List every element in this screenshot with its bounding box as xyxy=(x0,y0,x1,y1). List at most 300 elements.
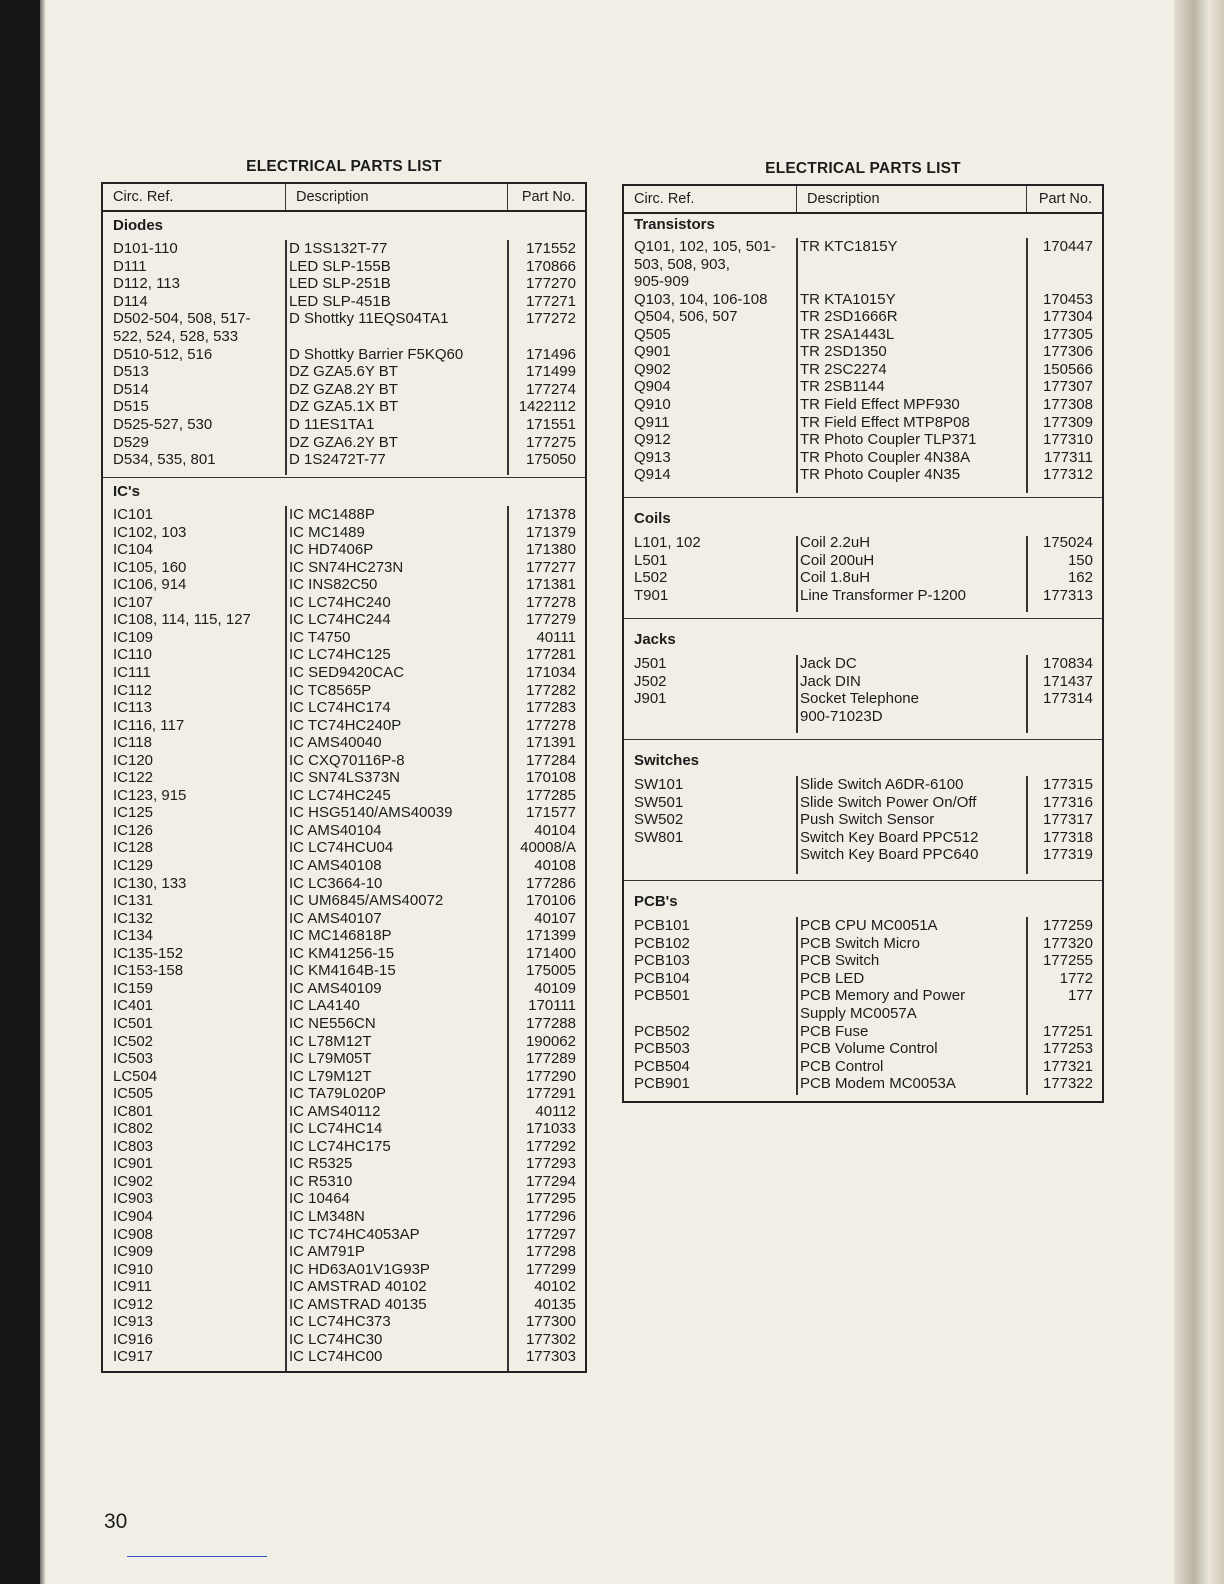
part-number-cell: 177293 xyxy=(525,1155,576,1173)
part-number-cell: 40107 xyxy=(534,909,576,927)
description-cell: DZ GZA6.2Y BT xyxy=(289,433,398,451)
circ-ref-cell: PCB104 xyxy=(634,969,690,987)
section-heading: Jacks xyxy=(634,631,676,648)
table-row xyxy=(624,690,1102,725)
description-cell: PCB Fuse xyxy=(800,1022,869,1040)
description-cell: IC HD7406P xyxy=(289,541,374,559)
circ-ref-cell: L502 xyxy=(634,569,668,587)
description-cell: Slide Switch Power On/Off xyxy=(800,793,977,811)
section-heading: Transistors xyxy=(634,216,715,233)
circ-ref-cell: IC505 xyxy=(113,1085,154,1103)
circ-ref-cell: IC916 xyxy=(113,1330,154,1348)
description-cell: Coil 2.2uH xyxy=(800,534,871,551)
description-cell: Jack DIN xyxy=(800,672,861,690)
description-cell: IC LC74HC240 xyxy=(289,593,391,611)
part-number-cell: 177305 xyxy=(1042,325,1093,343)
table-row xyxy=(624,1058,1102,1076)
part-number-cell: 177313 xyxy=(1042,586,1093,604)
part-number-cell: 177312 xyxy=(1042,466,1093,484)
table-row xyxy=(103,1296,585,1314)
part-number-cell: 177259 xyxy=(1042,917,1093,934)
part-number-cell: 40108 xyxy=(534,857,576,874)
circ-ref-cell: IC502 xyxy=(113,1032,154,1050)
description-cell: D 11ES1TA1 xyxy=(289,416,375,433)
table-row xyxy=(103,240,585,258)
circ-ref-cell: D112, 113 xyxy=(113,275,180,293)
circ-ref-cell: IC123, 915 xyxy=(113,786,187,804)
circ-ref-cell: Q103, 104, 106-108 xyxy=(634,290,768,308)
description-cell: Switch Key Board PPC640 xyxy=(800,846,979,864)
part-number-cell: 177306 xyxy=(1042,343,1093,361)
circ-ref-cell: SW101 xyxy=(634,776,684,793)
table-row xyxy=(103,293,585,311)
table-row xyxy=(103,541,585,559)
circ-ref-cell: IC803 xyxy=(113,1137,154,1155)
table-row xyxy=(103,1085,585,1103)
table-row xyxy=(103,664,585,682)
circ-ref-cell: D514 xyxy=(113,380,149,398)
description-cell: IC SN74LS373N xyxy=(289,769,400,787)
parts-section xyxy=(624,214,1102,497)
description-cell: PCB Control xyxy=(800,1057,884,1075)
circ-ref-cell: D114 xyxy=(113,292,148,310)
section-heading: IC's xyxy=(113,483,140,500)
part-number-cell: 177284 xyxy=(525,751,576,769)
description-cell: PCB Memory and Power Supply MC0057A xyxy=(800,987,966,1022)
circ-ref-cell: IC120 xyxy=(113,751,154,769)
part-number-cell: 162 xyxy=(1067,569,1093,587)
description-cell: IC MC146818P xyxy=(289,927,392,945)
table-row xyxy=(103,646,585,664)
description-cell: IC AM791P xyxy=(289,1243,365,1261)
table-row xyxy=(624,935,1102,953)
circ-ref-cell: Q902 xyxy=(634,360,671,378)
circ-ref-cell: PCB101 xyxy=(634,917,690,934)
description-cell: TR 2SD1666R xyxy=(800,308,898,326)
circ-ref-cell: Q504, 506, 507 xyxy=(634,308,738,326)
table-row xyxy=(624,552,1102,570)
parts-section xyxy=(624,618,1102,739)
section-heading: Coils xyxy=(634,510,671,527)
part-number-cell: 177286 xyxy=(525,874,576,892)
left-panel-title: ELECTRICAL PARTS LIST xyxy=(246,158,442,175)
right-panel-title: ELECTRICAL PARTS LIST xyxy=(765,160,961,177)
circ-ref-cell: J502 xyxy=(634,672,667,690)
description-cell: IC MC1488P xyxy=(289,506,375,523)
part-number-cell: 177271 xyxy=(525,292,576,310)
circ-ref-cell: PCB103 xyxy=(634,952,690,970)
part-number-cell: 177307 xyxy=(1042,378,1093,396)
table-row xyxy=(103,381,585,399)
part-number-cell: 177291 xyxy=(525,1085,576,1103)
description-cell: IC AMS40108 xyxy=(289,857,382,874)
description-cell: IC LC74HC14 xyxy=(289,1120,383,1138)
part-number-cell: 40102 xyxy=(534,1278,576,1296)
table-row xyxy=(103,962,585,980)
circ-ref-cell: IC913 xyxy=(113,1313,154,1331)
table-row xyxy=(624,829,1102,847)
table-row xyxy=(624,308,1102,326)
part-number-cell: 171378 xyxy=(525,506,576,523)
circ-ref-cell: IC110 xyxy=(113,646,152,664)
part-number-cell: 177304 xyxy=(1042,308,1093,326)
part-number-cell: 177300 xyxy=(525,1313,576,1331)
circ-ref-cell: D534, 535, 801 xyxy=(113,451,216,469)
part-number-cell: 177281 xyxy=(525,646,576,664)
circ-ref-cell: IC159 xyxy=(113,979,154,997)
parts-section xyxy=(103,212,585,477)
circ-ref-cell: IC112 xyxy=(113,681,152,699)
circ-ref-cell: J501 xyxy=(634,655,667,672)
table-row xyxy=(103,434,585,452)
description-cell: D Shottky Barrier F5KQ60 xyxy=(289,345,464,363)
table-row xyxy=(624,917,1102,935)
table-row xyxy=(103,945,585,963)
page-number: 30 xyxy=(104,1510,128,1533)
part-number-cell: 177317 xyxy=(1042,811,1093,829)
circ-ref-cell: IC101 xyxy=(113,506,154,523)
part-number-cell: 170447 xyxy=(1042,238,1093,255)
left-parts-table xyxy=(101,182,587,1373)
part-number-cell: 40135 xyxy=(534,1295,576,1313)
circ-ref-cell: PCB102 xyxy=(634,934,690,952)
table-row xyxy=(103,857,585,875)
part-number-cell: 1772 xyxy=(1059,969,1093,987)
description-cell: TR Photo Coupler 4N38A xyxy=(800,448,971,466)
table-row xyxy=(103,398,585,416)
table-row xyxy=(103,927,585,945)
table-row xyxy=(103,258,585,276)
circ-ref-cell: Q912 xyxy=(634,431,671,449)
circ-ref-cell: IC153-158 xyxy=(113,962,184,980)
circ-ref-cell: L101, 102 xyxy=(634,534,701,551)
parts-section xyxy=(103,477,585,1371)
description-cell: IC LC74HC373 xyxy=(289,1313,391,1331)
description-cell: Socket Telephone 900-71023D xyxy=(800,690,919,725)
circ-ref-cell: Q913 xyxy=(634,448,671,466)
table-row xyxy=(624,970,1102,988)
circ-ref-cell: IC116, 117 xyxy=(113,716,185,734)
table-row xyxy=(103,769,585,787)
part-number-cell: 177308 xyxy=(1042,395,1093,413)
table-row xyxy=(103,310,585,345)
description-cell: IC LC74HC175 xyxy=(289,1137,391,1155)
table-row xyxy=(103,1155,585,1173)
part-number-cell: 170834 xyxy=(1042,655,1093,672)
description-cell: IC HD63A01V1G93P xyxy=(289,1260,430,1278)
table-row xyxy=(103,717,585,735)
description-cell: PCB Switch xyxy=(800,952,880,970)
section-heading: PCB's xyxy=(634,893,678,910)
part-number-cell: 177303 xyxy=(525,1348,576,1366)
description-cell: IC AMS40104 xyxy=(289,821,382,839)
table-row xyxy=(103,1173,585,1191)
description-cell: IC L78M12T xyxy=(289,1032,372,1050)
description-cell: PCB Modem MC0053A xyxy=(800,1075,956,1093)
description-cell: PCB CPU MC0051A xyxy=(800,917,938,934)
part-number-cell: 171577 xyxy=(525,804,576,822)
description-cell: LED SLP-251B xyxy=(289,275,391,293)
table-row xyxy=(624,431,1102,449)
circ-ref-cell: D101-110 xyxy=(113,240,178,257)
table-row xyxy=(103,699,585,717)
circ-ref-cell: D111 xyxy=(113,257,147,275)
description-cell: IC LC74HC244 xyxy=(289,611,391,629)
circ-ref-cell: IC118 xyxy=(113,734,152,752)
description-cell: Coil 200uH xyxy=(800,551,875,569)
part-number-cell: 177279 xyxy=(525,611,576,629)
part-number-cell: 177288 xyxy=(525,1014,576,1032)
circ-ref-cell: SW501 xyxy=(634,793,684,811)
circ-ref-cell: IC903 xyxy=(113,1190,154,1208)
part-number-cell: 177320 xyxy=(1042,934,1093,952)
part-number-cell: 171380 xyxy=(525,541,576,559)
table-row xyxy=(103,594,585,612)
description-cell: TR Field Effect MTP8P08 xyxy=(800,413,970,431)
circ-ref-cell: IC917 xyxy=(113,1348,154,1366)
circ-ref-cell: IC102, 103 xyxy=(113,523,187,541)
description-cell: IC L79M05T xyxy=(289,1050,372,1068)
circ-ref-cell: J901 xyxy=(634,690,667,708)
table-row xyxy=(624,987,1102,1022)
part-number-cell: 177290 xyxy=(525,1067,576,1085)
description-cell: IC LC74HC245 xyxy=(289,786,391,804)
part-number-cell: 171496 xyxy=(525,345,576,363)
circ-ref-cell xyxy=(624,846,796,864)
part-number-cell: 177295 xyxy=(525,1190,576,1208)
part-number-cell: 177311 xyxy=(1044,448,1093,466)
circ-ref-cell: SW801 xyxy=(634,828,684,846)
part-number-cell: 170106 xyxy=(525,892,576,910)
description-cell: IC AMS40112 xyxy=(289,1102,381,1120)
description-cell: IC TA79L020P xyxy=(289,1085,387,1103)
part-number-cell: 150 xyxy=(1067,551,1093,569)
circ-ref-cell: T901 xyxy=(634,586,669,604)
table-row xyxy=(624,414,1102,432)
description-cell: IC NE556CN xyxy=(289,1014,376,1032)
description-cell: TR KTC1815Y xyxy=(800,238,898,255)
description-cell: PCB LED xyxy=(800,969,865,987)
description-cell: IC T4750 xyxy=(289,628,351,646)
part-number-cell: 177315 xyxy=(1042,776,1093,793)
circ-ref-cell: IC132 xyxy=(113,909,154,927)
description-cell: IC KM4164B-15 xyxy=(289,962,396,980)
table-row xyxy=(624,776,1102,794)
table-row xyxy=(103,822,585,840)
description-cell: LED SLP-155B xyxy=(289,257,391,275)
table-row xyxy=(103,787,585,805)
part-number-cell: 40008/A xyxy=(520,839,576,857)
circ-ref-cell: IC501 xyxy=(113,1014,154,1032)
circ-ref-cell: PCB901 xyxy=(634,1075,690,1093)
description-cell: IC AMS40109 xyxy=(289,979,382,997)
table-row xyxy=(103,1033,585,1051)
table-row xyxy=(103,1348,585,1366)
table-row xyxy=(103,629,585,647)
circ-ref-cell: L501 xyxy=(634,551,668,569)
description-cell: IC KM41256-15 xyxy=(289,944,395,962)
description-cell: IC LC74HC125 xyxy=(289,646,391,664)
description-cell: IC LC74HC00 xyxy=(289,1348,383,1366)
description-cell: TR Photo Coupler 4N35 xyxy=(800,466,961,484)
description-cell: Switch Key Board PPC512 xyxy=(800,828,979,846)
description-cell: IC LC3664-10 xyxy=(289,874,383,892)
circ-ref-cell: D510-512, 516 xyxy=(113,345,213,363)
table-row xyxy=(624,238,1102,291)
part-number-cell: 171499 xyxy=(525,363,576,381)
description-cell: IC R5325 xyxy=(289,1155,353,1173)
circ-ref-cell: IC122 xyxy=(113,769,154,787)
circ-ref-cell: PCB503 xyxy=(634,1040,690,1058)
circ-ref-cell: D525-527, 530 xyxy=(113,416,213,433)
part-number-cell: 177321 xyxy=(1042,1057,1093,1075)
table-row xyxy=(103,1208,585,1226)
part-number-cell: 171033 xyxy=(525,1120,576,1138)
circ-ref-cell: PCB504 xyxy=(634,1057,690,1075)
table-row xyxy=(103,804,585,822)
circ-ref-cell: IC109 xyxy=(113,628,154,646)
description-cell: IC MC1489 xyxy=(289,523,365,541)
table-row xyxy=(103,524,585,542)
circ-ref-cell: PCB501 xyxy=(634,987,690,1005)
part-number-cell: 40111 xyxy=(536,628,576,646)
circ-ref-cell: Q101, 102, 105, 501- 503, 508, 903, 905-909 xyxy=(634,238,776,291)
part-number-cell: 177278 xyxy=(525,716,576,734)
section-heading: Switches xyxy=(634,752,700,769)
circ-ref-cell: IC125 xyxy=(113,804,154,822)
table-row xyxy=(103,1068,585,1086)
description-cell: D 1S2472T-77 xyxy=(289,451,386,469)
circ-ref-cell: IC128 xyxy=(113,839,154,857)
right-parts-table xyxy=(622,184,1104,1103)
table-row xyxy=(103,576,585,594)
part-number-cell: 177299 xyxy=(525,1260,576,1278)
description-cell: IC TC74HC4053AP xyxy=(289,1225,420,1243)
table-row xyxy=(103,1190,585,1208)
part-number-cell: 171381 xyxy=(525,576,576,594)
table-row xyxy=(624,673,1102,691)
part-number-cell: 171399 xyxy=(525,927,576,945)
table-row xyxy=(624,449,1102,467)
header-description: Description xyxy=(796,186,1026,212)
description-cell: IC SN74HC273N xyxy=(289,558,404,576)
description-cell: TR KTA1015Y xyxy=(800,290,896,308)
circ-ref-cell: PCB502 xyxy=(634,1022,690,1040)
part-number-cell: 177283 xyxy=(525,699,576,717)
table-row xyxy=(624,846,1102,864)
part-number-cell: 171034 xyxy=(525,663,576,681)
part-number-cell: 177272 xyxy=(525,310,576,328)
table-row xyxy=(624,1023,1102,1041)
part-number-cell: 170866 xyxy=(525,257,576,275)
circ-ref-cell: IC912 xyxy=(113,1295,154,1313)
circ-ref-cell: IC135-152 xyxy=(113,944,184,962)
part-number-cell: 177296 xyxy=(525,1208,576,1225)
part-number-cell: 177285 xyxy=(525,786,576,804)
part-number-cell: 40104 xyxy=(534,821,576,839)
circ-ref-cell: IC909 xyxy=(113,1243,154,1261)
description-cell: IC INS82C50 xyxy=(289,576,378,594)
description-cell: PCB Switch Micro xyxy=(800,934,921,952)
header-part-no: Part No. xyxy=(1026,186,1102,212)
parts-section xyxy=(624,880,1102,1101)
table-row xyxy=(103,451,585,469)
part-number-cell: 40109 xyxy=(534,979,576,997)
table-row xyxy=(103,559,585,577)
part-number-cell: 150566 xyxy=(1042,360,1093,378)
table-row xyxy=(103,1261,585,1279)
part-number-cell: 177298 xyxy=(525,1243,576,1261)
circ-ref-cell: IC105, 160 xyxy=(113,558,187,576)
table-row xyxy=(624,361,1102,379)
table-row xyxy=(624,326,1102,344)
circ-ref-cell: Q505 xyxy=(634,325,671,343)
part-number-cell: 177270 xyxy=(525,275,576,293)
part-number-cell: 177319 xyxy=(1042,846,1093,864)
circ-ref-cell: IC901 xyxy=(113,1155,154,1173)
description-cell: TR 2SD1350 xyxy=(800,343,887,361)
table-row xyxy=(624,655,1102,673)
description-cell: IC AMSTRAD 40135 xyxy=(289,1295,427,1313)
table-row xyxy=(103,980,585,998)
circ-ref-cell: Q914 xyxy=(634,466,671,484)
circ-ref-cell: D515 xyxy=(113,398,149,416)
circ-ref-cell: IC911 xyxy=(113,1278,152,1296)
circ-ref-cell: IC801 xyxy=(113,1102,154,1120)
description-cell: TR 2SC2274 xyxy=(800,360,887,378)
table-row xyxy=(624,378,1102,396)
circ-ref-cell: IC130, 133 xyxy=(113,874,187,892)
circ-ref-cell: D502-504, 508, 517- 522, 524, 528, 533 xyxy=(113,310,251,345)
description-cell: IC LA4140 xyxy=(289,997,360,1015)
description-cell: IC L79M12T xyxy=(289,1067,372,1085)
description-cell: IC AMSTRAD 40102 xyxy=(289,1278,427,1296)
circ-ref-cell: IC108, 114, 115, 127 xyxy=(113,611,251,629)
table-row xyxy=(103,682,585,700)
table-row xyxy=(103,346,585,364)
parts-section xyxy=(624,739,1102,880)
part-number-cell: 171379 xyxy=(525,523,576,541)
part-number-cell: 1422112 xyxy=(518,398,576,416)
description-cell: IC SED9420CAC xyxy=(289,663,405,681)
section-heading: Diodes xyxy=(113,217,164,234)
circ-ref-cell: IC104 xyxy=(113,541,154,559)
part-number-cell: 171437 xyxy=(1042,672,1093,690)
description-cell: DZ GZA8.2Y BT xyxy=(289,380,398,398)
table-row xyxy=(624,343,1102,361)
table-row xyxy=(624,466,1102,484)
table-row xyxy=(624,396,1102,414)
description-cell: IC AMS40107 xyxy=(289,909,382,927)
footer-rule xyxy=(127,1556,267,1557)
header-part-no: Part No. xyxy=(507,184,585,210)
table-row xyxy=(103,1050,585,1068)
table-row xyxy=(624,291,1102,309)
circ-ref-cell: Q901 xyxy=(634,343,671,361)
part-number-cell: 177275 xyxy=(525,433,576,451)
circ-ref-cell: IC113 xyxy=(113,699,152,717)
table-row xyxy=(103,1331,585,1349)
description-cell: IC UM6845/AMS40072 xyxy=(289,892,444,910)
circ-ref-cell: IC902 xyxy=(113,1172,154,1190)
description-cell: IC TC8565P xyxy=(289,681,372,699)
part-number-cell: 177277 xyxy=(525,558,576,576)
table-row xyxy=(103,997,585,1015)
description-cell: IC HSG5140/AMS40039 xyxy=(289,804,453,822)
part-number-cell: 177255 xyxy=(1042,952,1093,970)
part-number-cell: 40112 xyxy=(535,1102,576,1120)
table-row xyxy=(103,1138,585,1156)
